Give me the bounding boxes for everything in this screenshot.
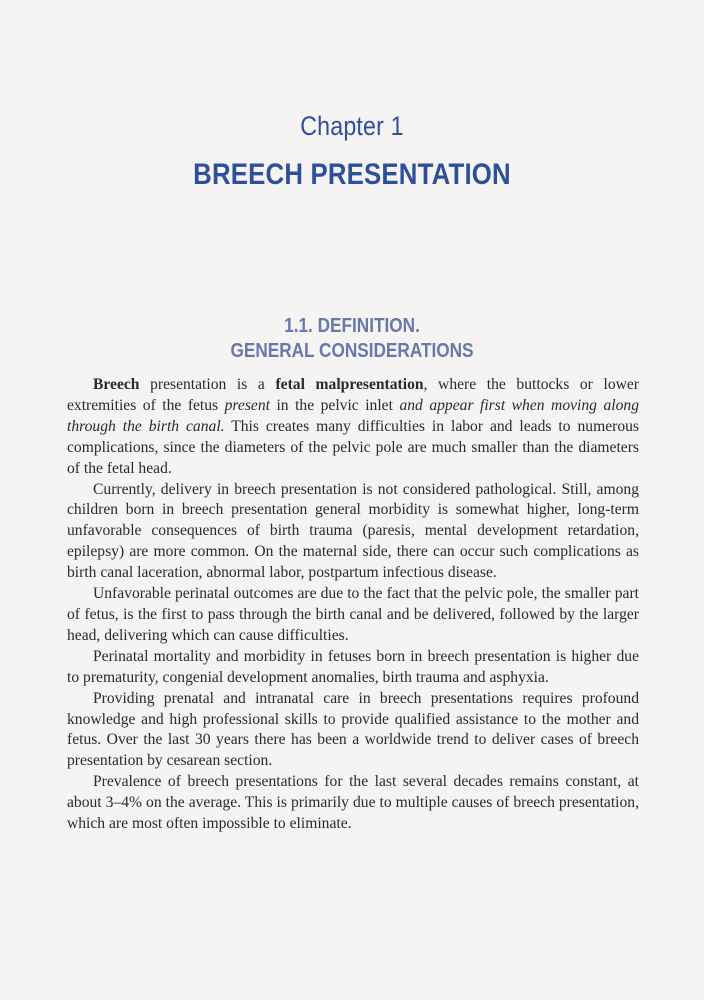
paragraph-2: Currently, delivery in breech presentation is not considered pathological. Still, among children born in breech presentation general morbidity is somewhat higher, long-term unfavorable consequences of birth trauma (paresis, mental development retardation, epilepsy) are more common. On the maternal side, there can occur such complications as birth canal laceration, abnormal labor, postpartum infectious disease.	[67, 480, 639, 582]
body-text	[67, 375, 639, 835]
paragraph-4: Perinatal mortality and morbidity in fetuses born in breech presentation is higher due to prematurity, congenial development anomalies, birth trauma and asphyxia.	[67, 647, 639, 686]
paragraph-5: Providing prenatal and intranatal care in breech presentations requires profound knowledge and high professional skills to provide qualified assistance to the mother and fetus. Over the last 30 years there has been a worldwide trend to deliver cases of breech presentation by cesarean section.	[67, 689, 639, 770]
term-fetal-malpresentation: fetal malpresentation	[275, 376, 424, 393]
paragraph-1: Breech presentation is a fetal malpresentation, where the buttocks or lower extremities of the fetus present in the pelvic inlet and appear first when moving along through the birth canal. This creates many difficulties in labor and leads to numerous complications, since the diameters of the pelvic pole are much smaller than the diameters of the fetal head.	[67, 376, 639, 477]
chapter-label: Chapter 1	[300, 111, 404, 141]
section-heading-line-2: GENERAL CONSIDERATIONS	[230, 340, 474, 362]
term-present: present	[224, 396, 270, 414]
section-heading-line-1: 1.1. DEFINITION.	[284, 315, 420, 337]
emphasis-appear-first: and appear first when moving along through the birth canal.	[67, 396, 639, 435]
term-breech: Breech	[93, 376, 140, 393]
paragraph-6: Prevalence of breech presentations for the last several decades remains constant, at about 3–4% on the average. This is primarily due to multiple causes of breech presentation, which are most often impossible to eliminate.	[67, 773, 639, 833]
chapter-title: BREECH PRESENTATION	[193, 158, 511, 191]
section-heading	[49, 314, 654, 364]
paragraph-3: Unfavorable perinatal outcomes are due to the fact that the pelvic pole, the smaller part of fetus, is the first to pass through the birth canal and be delivered, followed by the larger head, delivering which can cause difficulties.	[67, 585, 639, 644]
